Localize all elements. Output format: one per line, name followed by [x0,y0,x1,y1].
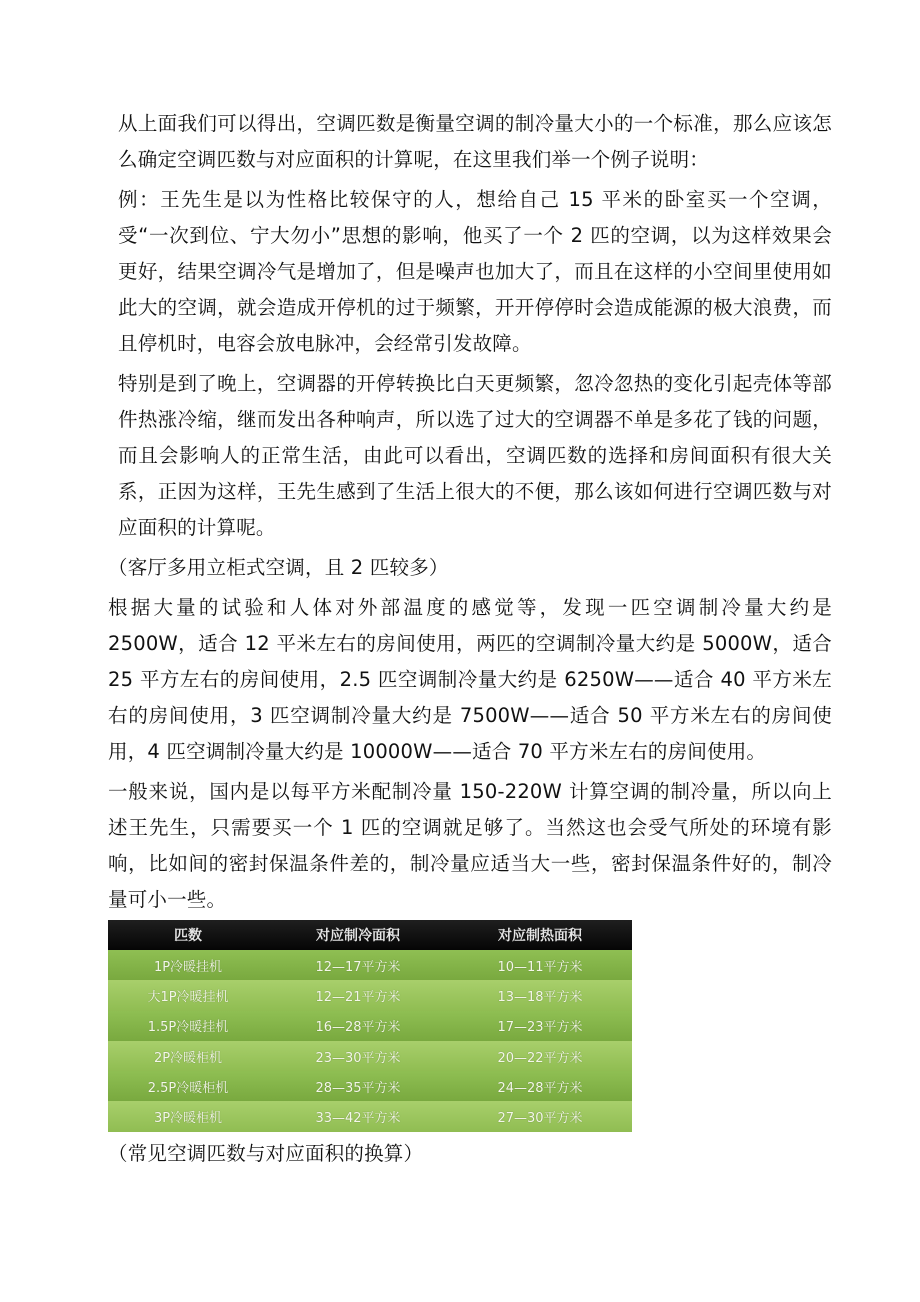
table-row [108,950,632,980]
table-cell: 13—18平方米 [497,989,583,1005]
table-cell: 12—17平方米 [315,959,401,975]
table-cell: 10—11平方米 [497,959,583,975]
table-header-cell: 对应制冷面积 [316,928,400,944]
table-row [108,1071,632,1101]
table-cell: 1P冷暖挂机 [153,959,223,975]
table-header-cell: 对应制热面积 [498,928,582,944]
table-cell: 24—28平方米 [497,1080,583,1096]
table-header-row [108,920,632,950]
table-cell: 1.5P冷暖挂机 [147,1020,229,1036]
table-cell: 33—42平方米 [315,1111,401,1127]
table-cell: 大1P冷暖挂机 [147,989,229,1005]
paragraph-night: 特别是到了晚上，空调器的开停转换比白天更频繁，忽冷忽热的变化引起壳体等部件热涨冷缩，继而发出各种响声，所以选了过大的空调器不单是多花了钱的问题，而且会影响人的正常生活，由此可以看出，空调匹数的选择和房间面积有很大关系，正因为这样，王先生感到了生活上很大的不便，那么该如何进行空调匹数与对应面积的计算呢。 [118,372,832,539]
table-cell: 12—21平方米 [315,989,401,1005]
table-row [108,1041,632,1071]
table-cell: 20—22平方米 [497,1050,583,1066]
document-body [108,106,832,1176]
table-row [108,1011,632,1041]
table-header-cell: 匹数 [174,928,202,944]
paragraph-example: 例：王先生是以为性格比较保守的人，想给自己 15 平米的卧室买一个空调，受“一次到位、宁大勿小”思想的影响，他买了一个 2 匹的空调，以为这样效果会更好，结果空调冷气是增加了，但是噪声也加大了，而且在这样的小空间里使用如此大的空调，就会造成开停机的过于频繁，开开停停时会造成能源的极大浪费，而且停机时，电容会放电脉冲，会经常引发故障。 [118,188,832,355]
table-cell: 27—30平方米 [497,1111,583,1127]
paragraph-living-room-note: （客厅多用立柜式空调，且 2 匹较多） [108,556,449,579]
hp-area-table-image [108,920,632,1132]
table-cell: 17—23平方米 [497,1020,583,1036]
table-cell: 2.5P冷暖柜机 [147,1080,229,1096]
table-row [108,980,632,1010]
table-cell: 3P冷暖柜机 [153,1111,223,1127]
table-row [108,1101,632,1131]
paragraph-intro: 从上面我们可以得出，空调匹数是衡量空调的制冷量大小的一个标准，那么应该怎么确定空调匹数与对应面积的计算呢，在这里我们举一个例子说明： [118,112,832,171]
table-caption: （常见空调匹数与对应面积的换算） [108,1142,424,1165]
paragraph-general-rule: 一般来说，国内是以每平方米配制冷量 150-220W 计算空调的制冷量，所以向上述王先生，只需要买一个 1 匹的空调就足够了。当然这也会受气所处的环境有影响，比如间的密封保温条件差的，制冷量应适当大一些，密封保温条件好的，制冷量可小一些。 [108,780,832,911]
table-cell: 28—35平方米 [315,1080,401,1096]
table-cell: 23—30平方米 [315,1050,401,1066]
table-cell: 2P冷暖柜机 [153,1050,223,1066]
paragraph-cooling-capacity: 根据大量的试验和人体对外部温度的感觉等，发现一匹空调制冷量大约是 2500W，适合 12 平米左右的房间使用，两匹的空调制冷量大约是 5000W，适合 25 平方左右的房间使用，2.5 匹空调制冷量大约是 6250W——适合 40 平方米左右的房间使用，3 匹空调制冷量大约是 7500W——适合 50 平方米左右的房间使用，4 匹空调制冷量大约是 10000W——适合 70 平方米左右的房间使用。 [108,596,832,763]
table-cell: 16—28平方米 [315,1020,401,1036]
